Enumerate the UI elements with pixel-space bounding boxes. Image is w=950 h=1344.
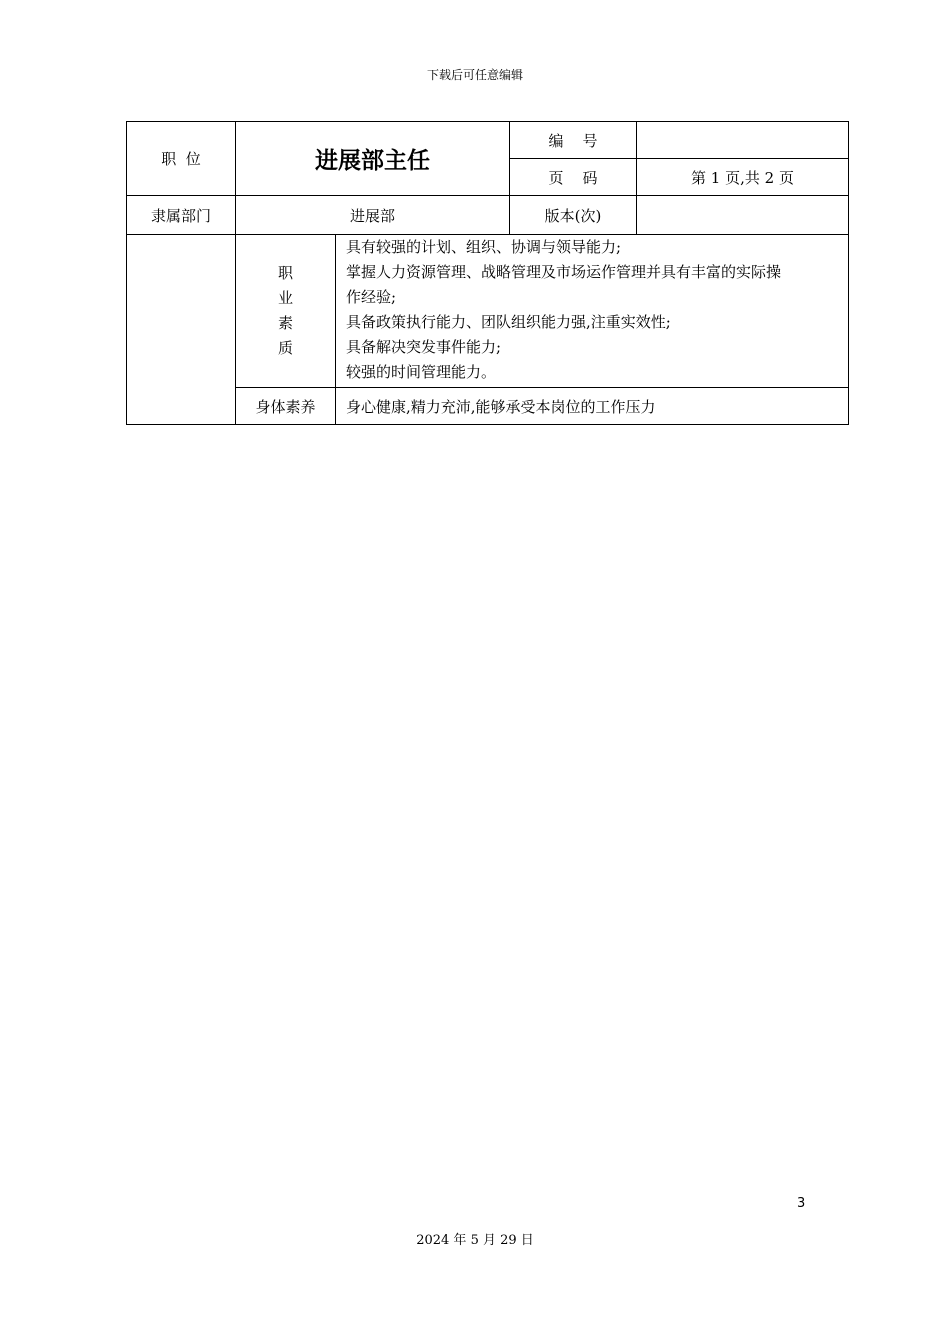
number-value xyxy=(637,122,849,159)
quality-line: 具有较强的计划、组织、协调与领导能力; xyxy=(346,238,622,256)
department-label: 隶属部门 xyxy=(127,196,236,235)
header-note: 下载后可任意编辑 xyxy=(426,68,523,82)
physical-quality-label: 身体素养 xyxy=(236,388,336,425)
version-value xyxy=(637,196,849,235)
page-value: 第 1 页,共 2 页 xyxy=(637,159,849,196)
version-label: 版本(次) xyxy=(510,196,637,235)
quality-label-char: 质 xyxy=(277,339,293,357)
position-title: 进展部主任 xyxy=(236,122,510,196)
page-label: 页 码 xyxy=(510,159,637,196)
quality-line: 较强的时间管理能力。 xyxy=(346,363,497,381)
qualification-section-label xyxy=(127,235,236,425)
page-number: 3 xyxy=(797,1196,806,1211)
job-description-table xyxy=(126,121,849,425)
quality-label-char: 业 xyxy=(277,289,293,307)
professional-quality-list xyxy=(336,235,849,388)
position-label: 职 位 xyxy=(127,122,236,196)
physical-quality-value: 身心健康,精力充沛,能够承受本岗位的工作压力 xyxy=(336,388,849,425)
footer-date: 2024 年 5 月 29 日 xyxy=(416,1233,534,1248)
quality-line: 具备解决突发事件能力; xyxy=(346,338,502,356)
quality-label-char: 职 xyxy=(277,264,293,282)
quality-line: 作经验; xyxy=(346,288,397,306)
department-value: 进展部 xyxy=(236,196,510,235)
professional-quality-label xyxy=(236,235,336,388)
quality-label-char: 素 xyxy=(277,314,293,332)
quality-line: 具备政策执行能力、团队组织能力强,注重实效性; xyxy=(346,313,671,331)
number-label: 编 号 xyxy=(510,122,637,159)
quality-line: 掌握人力资源管理、战略管理及市场运作管理并具有丰富的实际操 xyxy=(346,263,782,281)
